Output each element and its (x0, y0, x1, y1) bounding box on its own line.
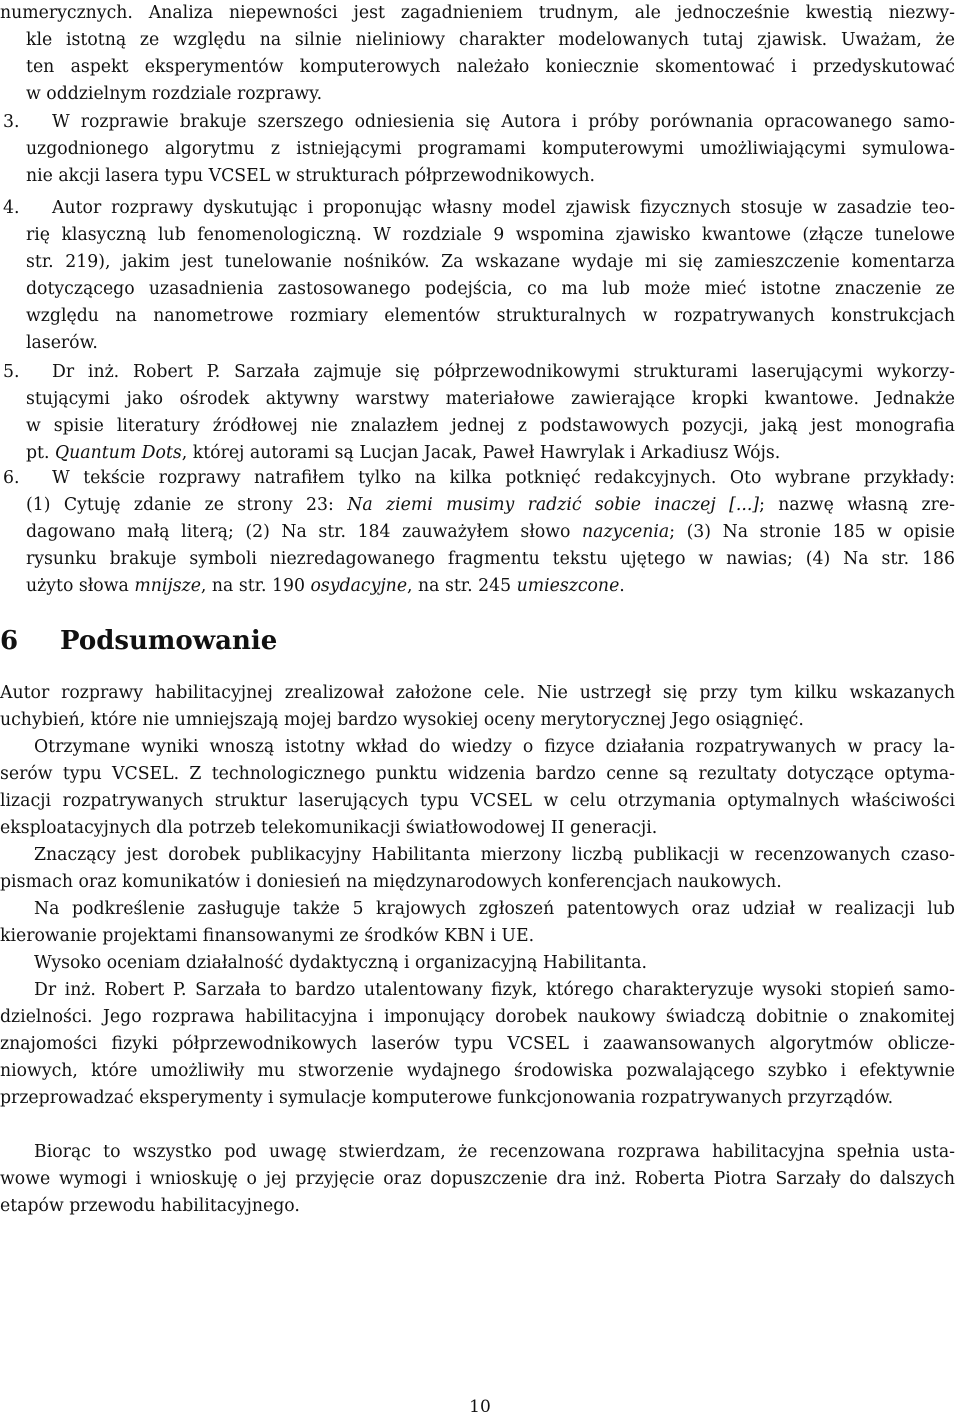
list-item-line: dotyczącego uzasadnienia zastosowanego podejścia, co ma lub może mieć istotne znaczenie ze (26, 279, 955, 299)
paragraph-line: Wysoko oceniam działalność dydaktyczną i organizacyjną Habilitanta. (34, 953, 647, 973)
list-item-line: użyto słowa mnijsze, na str. 190 osydacyjne, na str. 245 umieszcone. (26, 576, 625, 596)
list-item-line: W tekście rozprawy natrafiłem tylko na kilka potknięć redakcyjnych. Oto wybrane przykłady: (52, 468, 955, 488)
italic-text: osydacyjne (310, 576, 408, 596)
list-item-line: numerycznych. Analiza niepewności jest zagadnieniem trudnym, ale jednocześnie kwestią niezwy- (0, 3, 955, 23)
list-item-line: w spisie literatury źródłowej nie znalazłem jednej z podstawowych pozycji, jaką jest monografia (26, 416, 955, 436)
italic-text: umieszcone (516, 576, 620, 596)
list-item-line: stującymi jako ośrodek aktywny warstwy materiałowe zawierające kropki kwantowe. Jednakże (26, 389, 955, 409)
list-item-number: 3. (3, 112, 20, 132)
paragraph-line: etapów przewodu habilitacyjnego. (0, 1196, 300, 1216)
paragraph-line: serów typu VCSEL. Z technologicznego punktu widzenia bardzo cenne są rezultaty dotyczące optyma- (0, 764, 955, 784)
list-item-line: Autor rozprawy dyskutując i proponując własny model zjawisk fizycznych stosuje w zasadzie teo- (52, 198, 955, 218)
paragraph-line: znajomości fizyki półprzewodnikowych laserów typu VCSEL i zaawansowanych algorytmów oblicze- (0, 1034, 955, 1054)
list-item-line: rię klasyczną lub fenomenologiczną. W rozdziale 9 wspomina zjawisko kwantowe (złącze tunelowe (26, 225, 955, 245)
paragraph-line: Otrzymane wyniki wnoszą istotny wkład do wiedzy o fizyce działania rozpatrywanych w pracy la- (34, 737, 955, 757)
page-number: 10 (469, 1397, 491, 1417)
paragraph-line: Znaczący jest dorobek publikacyjny Habilitanta mierzony liczbą publikacji w recenzowanych czaso- (34, 845, 955, 865)
list-item-line: rysunku brakuje symboli niezredagowanego fragmentu tekstu ujętego w nawias; (4) Na str. 186 (26, 549, 955, 569)
italic-text: nazycenia (582, 522, 670, 542)
paragraph-line: Autor rozprawy habilitacyjnej zrealizował założone cele. Nie ustrzegł się przy tym kilku wskazanych (0, 683, 955, 703)
paragraph-line: kierowanie projektami finansowanymi ze środków KBN i UE. (0, 926, 535, 946)
italic-text: Na ziemi musimy radzić sobie inaczej [...] (347, 495, 760, 515)
italic-text: mnijsze (134, 576, 201, 596)
paragraph-line: niowych, które umożliwiły mu stworzenie wydajnego środowiska pozwalającego szybko i efektywnie (0, 1061, 955, 1081)
list-item-line: (1) Cytuję zdanie ze strony 23: Na ziemi musimy radzić sobie inaczej [...]; nazwę własną zre- (26, 495, 955, 515)
list-item-line: str. 219), jakim jest tunelowanie nośników. Za wskazane wydaje mi się zamieszczenie komentarza (26, 252, 955, 272)
list-item-number: 5. (3, 362, 20, 382)
section-title: Podsumowanie (60, 626, 278, 656)
italic-text: Quantum Dots (55, 443, 182, 463)
list-item-line: nie akcji lasera typu VCSEL w strukturach półprzewodnikowych. (26, 166, 595, 186)
list-item-line: laserów. (26, 333, 98, 353)
list-item-line: dagowano małą literą; (2) Na str. 184 zauważyłem słowo nazycenia; (3) Na stronie 185 w opisie (26, 522, 955, 542)
paragraph-line: Biorąc to wszystko pod uwagę stwierdzam, że recenzowana rozprawa habilitacyjna spełnia usta- (34, 1142, 955, 1162)
paragraph-line: wowe wymogi i wnioskuję o jej przyjęcie oraz dopuszczenie dra inż. Roberta Piotra Sarzały do dalszych (0, 1169, 955, 1189)
paragraph-line: Na podkreślenie zasługuje także 5 krajowych zgłoszeń patentowych oraz udział w realizacji lub (34, 899, 955, 919)
paragraph-line: przeprowadzać eksperymenty i symulacje komputerowe funkcjonowania rozpatrywanych przyrządów. (0, 1088, 894, 1108)
list-item-line: Dr inż. Robert P. Sarzała zajmuje się półprzewodnikowymi strukturami laserującymi wykorzy- (52, 362, 955, 382)
paragraph-line: eksploatacyjnych dla potrzeb telekomunikacji światłowodowej II generacji. (0, 818, 658, 838)
list-item-line: uzgodnionego algorytmu z istniejącymi programami komputerowymi umożliwiającymi symulowa- (26, 139, 955, 159)
paragraph-line: dzielności. Jego rozprawa habilitacyjna i imponujący dorobek naukowy świadczą dobitnie o znakomitej (0, 1007, 955, 1027)
list-item-number: 4. (3, 198, 20, 218)
section-number: 6 (0, 626, 19, 656)
list-item-line: ten aspekt eksperymentów komputerowych należało koniecznie skomentować i przedyskutować (26, 57, 955, 77)
list-item-number: 6. (3, 468, 20, 488)
list-item-line: kle istotną ze względu na silnie nieliniowy charakter modelowanych tutaj zjawisk. Uważam, że (26, 30, 955, 50)
paragraph-line: Dr inż. Robert P. Sarzała to bardzo utalentowany fizyk, którego charakteryzuje wysoki stopień samo- (34, 980, 955, 1000)
list-item-line: względu na nanometrowe rozmiary elementów strukturalnych w rozpatrywanych konstrukcjach (26, 306, 955, 326)
paragraph-line: lizacji rozpatrywanych struktur laserujących typu VCSEL w celu otrzymania optymalnych właściwości (0, 791, 955, 811)
list-item-line: W rozprawie brakuje szerszego odniesienia się Autora i próby porównania opracowanego samo- (52, 112, 955, 132)
list-item-line: pt. Quantum Dots, której autorami są Lucjan Jacak, Paweł Hawrylak i Arkadiusz Wójs. (26, 443, 781, 463)
list-item-line: w oddzielnym rozdziale rozprawy. (26, 84, 323, 104)
paragraph-line: uchybień, które nie umniejszają mojej bardzo wysokiej oceny merytorycznej Jego osiągnięć. (0, 710, 804, 730)
section-heading (0, 622, 277, 660)
paragraph-line: pismach oraz komunikatów i doniesień na międzynarodowych konferencjach naukowych. (0, 872, 782, 892)
